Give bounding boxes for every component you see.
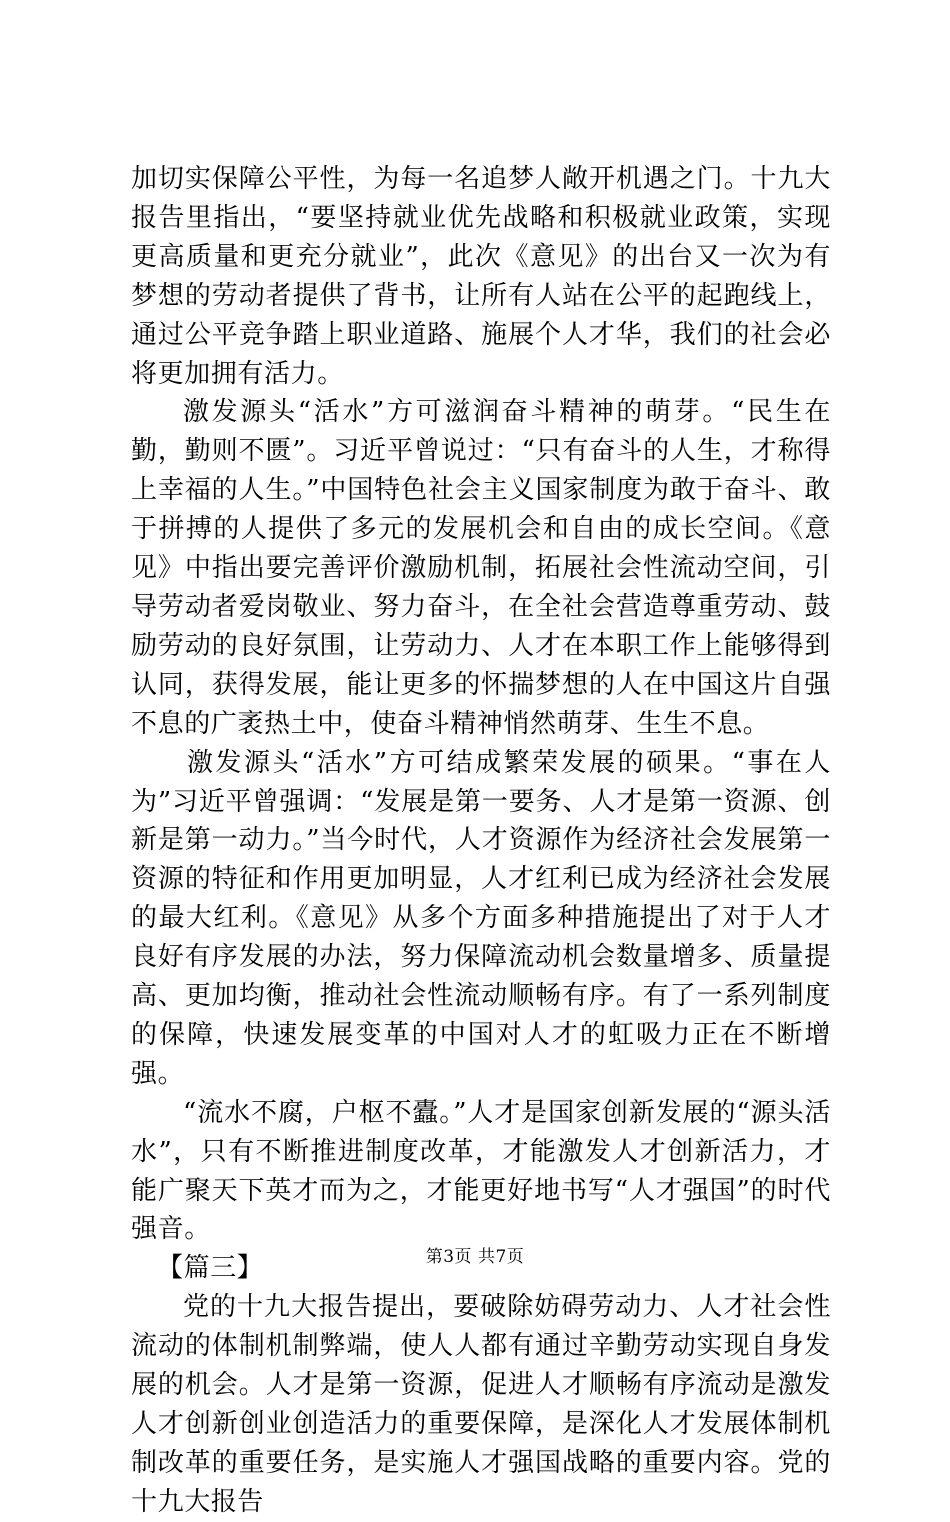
paragraph-continued: 加切实保障公平性，为每一名追梦人敞开机遇之门。十九大报告里指出，“要坚持就业优先战略和积极就业政策，实现更高质量和更充分就业”，此次《意见》的出台又一次为有梦想的劳动者提供了背书，让所有人站在公平的起跑线上，通过公平竞争踏上职业道路、施展个人才华，我们的社会必将更加拥有活力。: [131, 164, 831, 389]
paragraph-flowing-water: “流水不腐，户枢不蠹。”人才是国家创新发展的“源头活水”，只有不断推进制度改革，才能激发人才创新活力，才能广聚天下英才而为之，才能更好地书写“人才强国”的时代强音。: [131, 1097, 831, 1245]
document-body: [131, 160, 831, 1522]
paragraph-vitality-of-struggle: 激发源头“活水”方可滋润奋斗精神的萌芽。“民生在勤，勤则不匮”。习近平曾说过：“只有奋斗的人生，才称得上幸福的人生。”中国特色社会主义国家制度为敢于奋斗、敢于拼搏的人提供了多元的发展机会和自由的成长空间。《意见》中指出要完善评价激励机制，拓展社会性流动空间，引导劳动者爱岗敬业、努力奋斗，在全社会营造尊重劳动、鼓励劳动的良好氛围，让劳动力、人才在本职工作上能够得到认同，获得发展，能让更多的怀揣梦想的人在中国这片自强不息的广袤热土中，使奋斗精神悄然萌芽、生生不息。: [131, 397, 831, 739]
section-heading-part-three: 【篇三】: [157, 1253, 264, 1284]
paragraph-part-three-intro: 党的十九大报告提出，要破除妨碍劳动力、人才社会性流动的体制机制弊端，使人人都有通过辛勤劳动实现自身发展的机会。人才是第一资源，促进人才顺畅有序流动是激发人才创新创业创造活力的重要保障，是深化人才发展体制机制改革的重要任务，是实施人才强国战略的重要内容。党的十九大报告: [131, 1292, 831, 1517]
paragraph-prosperous-development: 激发源头“活水”方可结成繁荣发展的硕果。“事在人为”习近平曾强调：“发展是第一要务、人才是第一资源、创新是第一动力。”当今时代，人才资源作为经济社会发展第一资源的特征和作用更加明显，人才红利已成为经济社会发展的最大红利。《意见》从多个方面多种措施提出了对于人才良好有序发展的办法，努力保障流动机会数量增多、质量提高、更加均衡，推动社会性流动顺畅有序。有了一系列制度的保障，快速发展变革的中国对人才的虹吸力正在不断增强。: [131, 747, 831, 1089]
page-number-footer: 第3页 共7页: [425, 1247, 525, 1267]
